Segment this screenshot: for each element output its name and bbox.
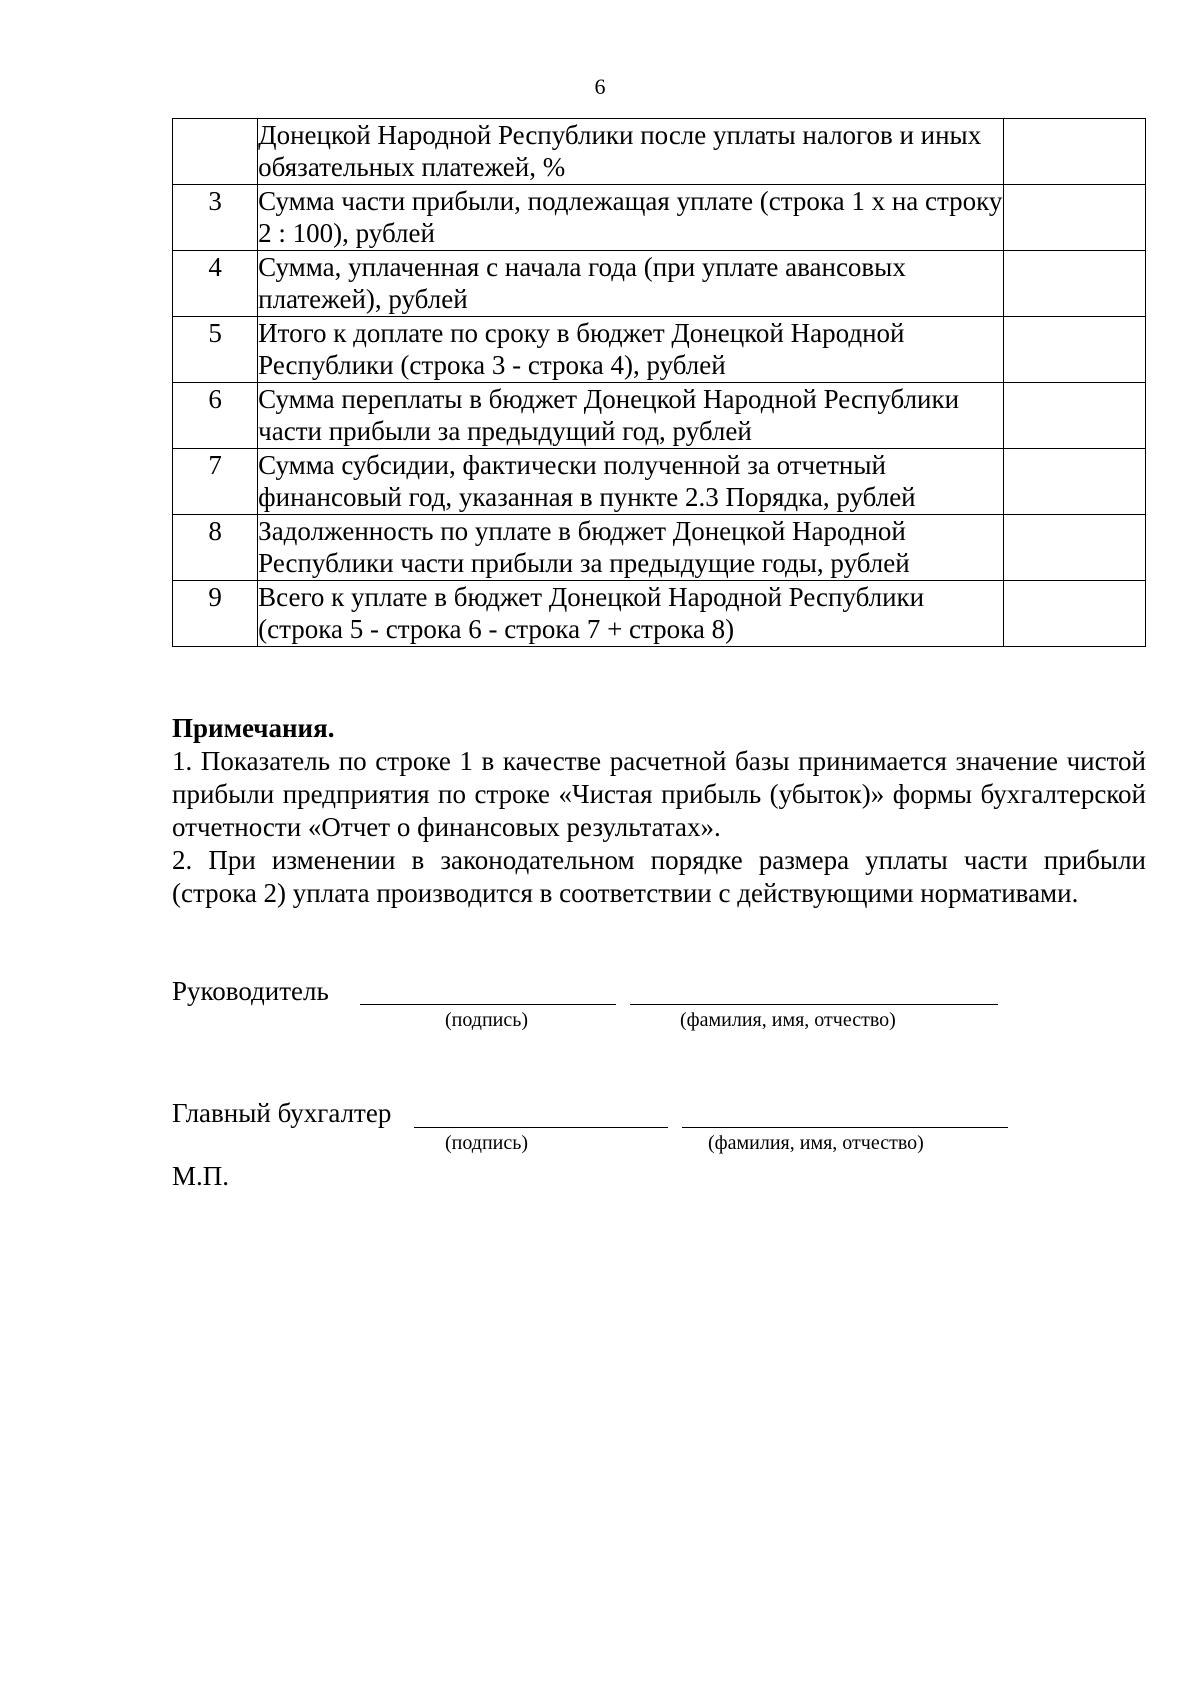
notes-title: Примечания. bbox=[172, 713, 335, 743]
row-value-cell[interactable] bbox=[1003, 119, 1145, 185]
row-number bbox=[173, 119, 258, 185]
row-value-cell[interactable] bbox=[1003, 317, 1145, 383]
row-description: Донецкой Народной Республики после уплаты налогов и иных обязательных платежей, % bbox=[258, 119, 1004, 185]
head-signature-line[interactable] bbox=[360, 1004, 616, 1005]
accountant-name-caption: (фамилия, имя, отчество) bbox=[708, 1132, 924, 1154]
row-value-cell[interactable] bbox=[1003, 251, 1145, 317]
row-value-cell[interactable] bbox=[1003, 383, 1145, 449]
row-value-cell[interactable] bbox=[1003, 449, 1145, 515]
table-row bbox=[173, 383, 1146, 449]
table-row bbox=[173, 449, 1146, 515]
stamp-mark: М.П. bbox=[172, 1161, 230, 1191]
row-number: 9 bbox=[173, 581, 258, 647]
row-number: 4 bbox=[173, 251, 258, 317]
table-row bbox=[173, 515, 1146, 581]
notes-section bbox=[172, 712, 1146, 910]
row-value-cell[interactable] bbox=[1003, 581, 1145, 647]
row-number: 3 bbox=[173, 185, 258, 251]
row-number: 7 bbox=[173, 449, 258, 515]
table-row bbox=[173, 119, 1146, 185]
row-number: 5 bbox=[173, 317, 258, 383]
page-number: 6 bbox=[594, 74, 606, 99]
note-item: 1. Показатель по строке 1 в качестве расчетной базы принимается значение чистой прибыли предприятия по строке «Чистая прибыль (убыток)» формы бухгалтерской отчетности «Отчет о финансовых результатах». bbox=[172, 746, 1146, 842]
row-description: Сумма части прибыли, подлежащая уплате (строка 1 х на строку 2 : 100), рублей bbox=[258, 185, 1004, 251]
accountant-signature-caption: (подпись) bbox=[445, 1132, 529, 1154]
accountant-name-line[interactable] bbox=[682, 1127, 1008, 1128]
accountant-signature-label: Главный бухгалтер bbox=[172, 1098, 392, 1128]
head-signature-label: Руководитель bbox=[172, 976, 329, 1006]
row-description: Сумма субсидии, фактически полученной за отчетный финансовый год, указанная в пункте 2.3 Порядка, рублей bbox=[258, 449, 1004, 515]
row-description: Итого к доплате по сроку в бюджет Донецкой Народной Республики (строка 3 - строка 4), рублей bbox=[258, 317, 1004, 383]
row-number: 6 bbox=[173, 383, 258, 449]
note-item: 2. При изменении в законодательном порядке размера уплаты части прибыли (строка 2) уплата производится в соответствии с действующими нормативами. bbox=[172, 845, 1146, 908]
row-description: Сумма переплаты в бюджет Донецкой Народной Республики части прибыли за предыдущий год, рублей bbox=[258, 383, 1004, 449]
row-description: Всего к уплате в бюджет Донецкой Народной Республики (строка 5 - строка 6 - строка 7 + строка 8) bbox=[258, 581, 1004, 647]
row-value-cell[interactable] bbox=[1003, 515, 1145, 581]
table-row bbox=[173, 581, 1146, 647]
table-row bbox=[173, 317, 1146, 383]
table-row bbox=[173, 185, 1146, 251]
row-number: 8 bbox=[173, 515, 258, 581]
row-description: Сумма, уплаченная с начала года (при уплате авансовых платежей), рублей bbox=[258, 251, 1004, 317]
accountant-signature-line[interactable] bbox=[414, 1127, 668, 1128]
report-table bbox=[172, 118, 1146, 647]
head-name-line[interactable] bbox=[630, 1004, 998, 1005]
head-name-caption: (фамилия, имя, отчество) bbox=[680, 1009, 896, 1031]
row-value-cell[interactable] bbox=[1003, 185, 1145, 251]
row-description: Задолженность по уплате в бюджет Донецкой Народной Республики части прибыли за предыдущие годы, рублей bbox=[258, 515, 1004, 581]
head-signature-caption: (подпись) bbox=[445, 1009, 529, 1031]
table-row bbox=[173, 251, 1146, 317]
